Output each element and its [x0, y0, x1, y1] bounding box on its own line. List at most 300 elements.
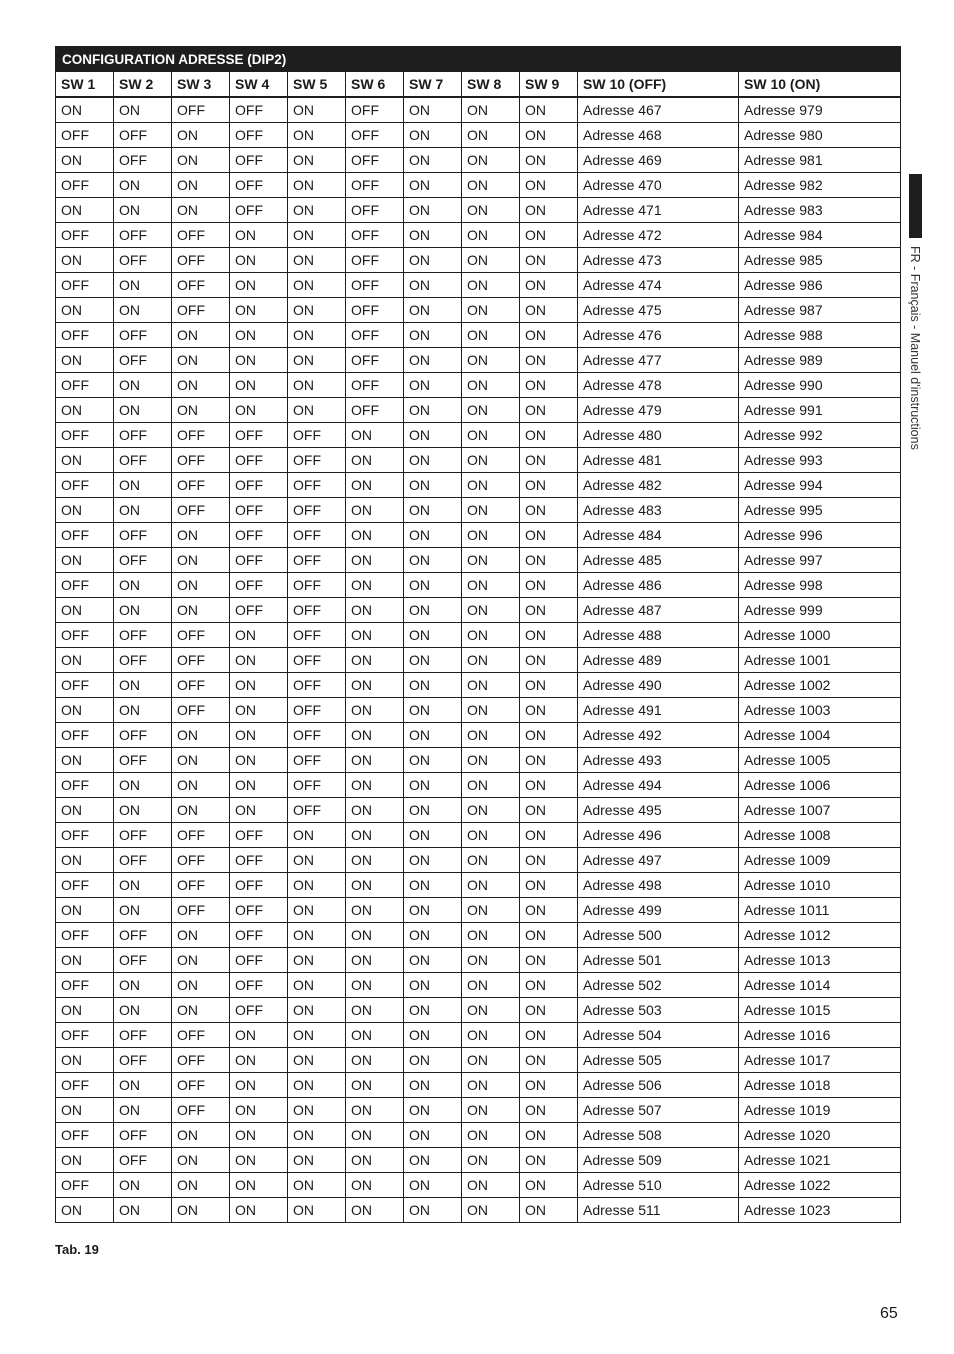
switch-state-cell: ON [462, 773, 520, 798]
address-cell: Adresse 987 [739, 298, 901, 323]
column-header: SW 10 (OFF) [578, 72, 739, 98]
switch-state-cell: ON [230, 323, 288, 348]
switch-state-cell: ON [172, 998, 230, 1023]
switch-state-cell: OFF [172, 623, 230, 648]
switch-state-cell: ON [520, 473, 578, 498]
switch-state-cell: ON [288, 823, 346, 848]
page-number: 65 [880, 1305, 898, 1322]
switch-state-cell: ON [404, 423, 462, 448]
switch-state-cell: OFF [114, 523, 172, 548]
switch-state-cell: ON [172, 398, 230, 423]
switch-state-cell: OFF [346, 398, 404, 423]
switch-state-cell: OFF [56, 123, 114, 148]
switch-state-cell: ON [56, 1048, 114, 1073]
switch-state-cell: ON [404, 748, 462, 773]
table-caption: Tab. 19 [55, 1242, 99, 1257]
address-cell: Adresse 477 [578, 348, 739, 373]
switch-state-cell: ON [56, 548, 114, 573]
switch-state-cell: OFF [56, 523, 114, 548]
address-cell: Adresse 507 [578, 1098, 739, 1123]
switch-state-cell: ON [114, 198, 172, 223]
address-cell: Adresse 981 [739, 148, 901, 173]
switch-state-cell: OFF [288, 598, 346, 623]
switch-state-cell: ON [404, 848, 462, 873]
switch-state-cell: ON [230, 1023, 288, 1048]
switch-state-cell: ON [404, 373, 462, 398]
switch-state-cell: ON [520, 648, 578, 673]
table-row [56, 498, 901, 523]
address-cell: Adresse 483 [578, 498, 739, 523]
switch-state-cell: ON [172, 948, 230, 973]
dip-address-table [55, 46, 901, 1223]
switch-state-cell: ON [346, 423, 404, 448]
switch-state-cell: ON [520, 798, 578, 823]
switch-state-cell: ON [462, 898, 520, 923]
address-cell: Adresse 1011 [739, 898, 901, 923]
switch-state-cell: ON [346, 723, 404, 748]
switch-state-cell: OFF [114, 748, 172, 773]
switch-state-cell: ON [520, 248, 578, 273]
table-row [56, 798, 901, 823]
switch-state-cell: ON [462, 873, 520, 898]
switch-state-cell: ON [462, 223, 520, 248]
address-cell: Adresse 1007 [739, 798, 901, 823]
address-cell: Adresse 502 [578, 973, 739, 998]
switch-state-cell: ON [346, 473, 404, 498]
switch-state-cell: ON [462, 723, 520, 748]
switch-state-cell: OFF [114, 623, 172, 648]
table-row [56, 548, 901, 573]
switch-state-cell: ON [56, 648, 114, 673]
table-row [56, 623, 901, 648]
switch-state-cell: ON [404, 723, 462, 748]
address-cell: Adresse 1015 [739, 998, 901, 1023]
address-cell: Adresse 500 [578, 923, 739, 948]
switch-state-cell: OFF [230, 848, 288, 873]
table-row [56, 1098, 901, 1123]
table-row [56, 348, 901, 373]
switch-state-cell: OFF [114, 723, 172, 748]
switch-state-cell: ON [230, 773, 288, 798]
switch-state-cell: ON [462, 923, 520, 948]
switch-state-cell: ON [56, 1098, 114, 1123]
switch-state-cell: ON [172, 723, 230, 748]
switch-state-cell: ON [230, 398, 288, 423]
switch-state-cell: ON [172, 1123, 230, 1148]
switch-state-cell: OFF [346, 148, 404, 173]
switch-state-cell: ON [520, 873, 578, 898]
address-cell: Adresse 999 [739, 598, 901, 623]
address-cell: Adresse 989 [739, 348, 901, 373]
switch-state-cell: ON [288, 923, 346, 948]
column-header: SW 1 [56, 72, 114, 98]
switch-state-cell: OFF [346, 173, 404, 198]
switch-state-cell: ON [404, 198, 462, 223]
switch-state-cell: ON [288, 273, 346, 298]
switch-state-cell: ON [288, 848, 346, 873]
address-cell: Adresse 1006 [739, 773, 901, 798]
switch-state-cell: ON [404, 773, 462, 798]
switch-state-cell: ON [172, 173, 230, 198]
switch-state-cell: ON [172, 373, 230, 398]
switch-state-cell: OFF [346, 373, 404, 398]
address-cell: Adresse 491 [578, 698, 739, 723]
switch-state-cell: ON [114, 973, 172, 998]
switch-state-cell: ON [56, 698, 114, 723]
switch-state-cell: ON [56, 748, 114, 773]
switch-state-cell: ON [520, 123, 578, 148]
switch-state-cell: OFF [172, 498, 230, 523]
switch-state-cell: OFF [172, 648, 230, 673]
switch-state-cell: ON [288, 948, 346, 973]
switch-state-cell: ON [114, 573, 172, 598]
switch-state-cell: OFF [230, 173, 288, 198]
switch-state-cell: OFF [114, 1048, 172, 1073]
address-cell: Adresse 488 [578, 623, 739, 648]
switch-state-cell: OFF [56, 173, 114, 198]
switch-state-cell: OFF [56, 873, 114, 898]
address-cell: Adresse 992 [739, 423, 901, 448]
switch-state-cell: ON [56, 598, 114, 623]
switch-state-cell: ON [230, 698, 288, 723]
table-row [56, 948, 901, 973]
switch-state-cell: ON [172, 1148, 230, 1173]
switch-state-cell: ON [172, 198, 230, 223]
switch-state-cell: ON [56, 298, 114, 323]
switch-state-cell: ON [520, 898, 578, 923]
switch-state-cell: OFF [114, 1023, 172, 1048]
switch-state-cell: ON [404, 1098, 462, 1123]
switch-state-cell: ON [230, 348, 288, 373]
switch-state-cell: OFF [230, 923, 288, 948]
switch-state-cell: ON [462, 823, 520, 848]
switch-state-cell: ON [462, 673, 520, 698]
switch-state-cell: ON [230, 798, 288, 823]
table-row [56, 248, 901, 273]
switch-state-cell: ON [462, 1098, 520, 1123]
column-header: SW 7 [404, 72, 462, 98]
address-cell: Adresse 470 [578, 173, 739, 198]
switch-state-cell: ON [230, 1148, 288, 1173]
switch-state-cell: ON [462, 148, 520, 173]
switch-state-cell: OFF [288, 423, 346, 448]
switch-state-cell: OFF [288, 448, 346, 473]
switch-state-cell: ON [462, 998, 520, 1023]
switch-state-cell: OFF [114, 323, 172, 348]
table-row [56, 698, 901, 723]
address-cell: Adresse 1012 [739, 923, 901, 948]
switch-state-cell: ON [520, 773, 578, 798]
switch-state-cell: ON [404, 1023, 462, 1048]
switch-state-cell: ON [404, 898, 462, 923]
switch-state-cell: OFF [230, 973, 288, 998]
column-header: SW 3 [172, 72, 230, 98]
table-row [56, 1023, 901, 1048]
table-row [56, 1048, 901, 1073]
switch-state-cell: ON [462, 573, 520, 598]
switch-state-cell: ON [404, 873, 462, 898]
switch-state-cell: ON [520, 1023, 578, 1048]
switch-state-cell: ON [346, 1148, 404, 1173]
switch-state-cell: ON [288, 298, 346, 323]
switch-state-cell: ON [230, 1098, 288, 1123]
address-cell: Adresse 493 [578, 748, 739, 773]
address-cell: Adresse 997 [739, 548, 901, 573]
switch-state-cell: OFF [114, 423, 172, 448]
table-row [56, 123, 901, 148]
switch-state-cell: ON [56, 348, 114, 373]
switch-state-cell: ON [56, 998, 114, 1023]
switch-state-cell: ON [288, 323, 346, 348]
switch-state-cell: ON [520, 148, 578, 173]
switch-state-cell: ON [172, 1173, 230, 1198]
switch-state-cell: ON [114, 273, 172, 298]
table-row [56, 448, 901, 473]
switch-state-cell: ON [288, 198, 346, 223]
switch-state-cell: ON [114, 398, 172, 423]
address-cell: Adresse 505 [578, 1048, 739, 1073]
switch-state-cell: ON [404, 1198, 462, 1223]
switch-state-cell: ON [520, 223, 578, 248]
switch-state-cell: ON [288, 348, 346, 373]
switch-state-cell: ON [172, 348, 230, 373]
column-header: SW 6 [346, 72, 404, 98]
switch-state-cell: ON [462, 248, 520, 273]
switch-state-cell: ON [462, 473, 520, 498]
address-cell: Adresse 1003 [739, 698, 901, 723]
switch-state-cell: ON [114, 598, 172, 623]
switch-state-cell: OFF [346, 248, 404, 273]
switch-state-cell: ON [288, 1148, 346, 1173]
address-cell: Adresse 1010 [739, 873, 901, 898]
switch-state-cell: OFF [114, 448, 172, 473]
switch-state-cell: ON [346, 1123, 404, 1148]
switch-state-cell: ON [462, 1073, 520, 1098]
switch-state-cell: ON [230, 1073, 288, 1098]
address-cell: Adresse 1019 [739, 1098, 901, 1123]
switch-state-cell: ON [520, 998, 578, 1023]
table-row [56, 773, 901, 798]
switch-state-cell: ON [520, 598, 578, 623]
table-row [56, 598, 901, 623]
switch-state-cell: OFF [56, 623, 114, 648]
switch-state-cell: ON [346, 1048, 404, 1073]
switch-state-cell: ON [520, 548, 578, 573]
table-row [56, 223, 901, 248]
switch-state-cell: OFF [230, 97, 288, 123]
switch-state-cell: OFF [172, 473, 230, 498]
table-row [56, 723, 901, 748]
address-cell: Adresse 993 [739, 448, 901, 473]
switch-state-cell: OFF [172, 448, 230, 473]
switch-state-cell: ON [288, 1198, 346, 1223]
switch-state-cell: ON [520, 623, 578, 648]
table-row [56, 373, 901, 398]
switch-state-cell: ON [404, 923, 462, 948]
switch-state-cell: ON [230, 298, 288, 323]
switch-state-cell: ON [172, 548, 230, 573]
switch-state-cell: OFF [172, 848, 230, 873]
switch-state-cell: ON [346, 648, 404, 673]
switch-state-cell: ON [404, 498, 462, 523]
switch-state-cell: ON [520, 373, 578, 398]
switch-state-cell: ON [288, 398, 346, 423]
address-cell: Adresse 991 [739, 398, 901, 423]
switch-state-cell: ON [56, 498, 114, 523]
column-header: SW 10 (ON) [739, 72, 901, 98]
side-tab-marker [909, 174, 922, 238]
address-cell: Adresse 1018 [739, 1073, 901, 1098]
table-row [56, 998, 901, 1023]
address-cell: Adresse 979 [739, 97, 901, 123]
switch-state-cell: ON [404, 998, 462, 1023]
switch-state-cell: OFF [114, 248, 172, 273]
address-cell: Adresse 996 [739, 523, 901, 548]
switch-state-cell: OFF [56, 1173, 114, 1198]
switch-state-cell: ON [230, 673, 288, 698]
switch-state-cell: ON [404, 223, 462, 248]
address-cell: Adresse 988 [739, 323, 901, 348]
address-cell: Adresse 468 [578, 123, 739, 148]
address-cell: Adresse 1017 [739, 1048, 901, 1073]
switch-state-cell: ON [230, 623, 288, 648]
switch-state-cell: ON [520, 323, 578, 348]
switch-state-cell: ON [288, 1173, 346, 1198]
switch-state-cell: ON [520, 698, 578, 723]
switch-state-cell: ON [520, 723, 578, 748]
switch-state-cell: ON [172, 598, 230, 623]
switch-state-cell: ON [114, 97, 172, 123]
switch-state-cell: OFF [288, 573, 346, 598]
dip-address-table-container [55, 46, 900, 1223]
switch-state-cell: ON [230, 373, 288, 398]
switch-state-cell: ON [56, 1198, 114, 1223]
switch-state-cell: OFF [172, 423, 230, 448]
address-cell: Adresse 982 [739, 173, 901, 198]
switch-state-cell: ON [56, 898, 114, 923]
switch-state-cell: ON [520, 673, 578, 698]
switch-state-cell: ON [462, 1023, 520, 1048]
switch-state-cell: ON [56, 97, 114, 123]
switch-state-cell: OFF [172, 298, 230, 323]
switch-state-cell: ON [288, 898, 346, 923]
switch-state-cell: ON [114, 898, 172, 923]
switch-state-cell: ON [404, 948, 462, 973]
switch-state-cell: ON [172, 748, 230, 773]
table-row [56, 523, 901, 548]
switch-state-cell: ON [288, 248, 346, 273]
table-row [56, 1198, 901, 1223]
switch-state-cell: ON [462, 373, 520, 398]
address-cell: Adresse 498 [578, 873, 739, 898]
switch-state-cell: ON [288, 1073, 346, 1098]
switch-state-cell: OFF [172, 97, 230, 123]
switch-state-cell: ON [462, 973, 520, 998]
switch-state-cell: OFF [114, 923, 172, 948]
address-cell: Adresse 509 [578, 1148, 739, 1173]
switch-state-cell: ON [520, 1173, 578, 1198]
address-cell: Adresse 489 [578, 648, 739, 673]
switch-state-cell: ON [462, 698, 520, 723]
switch-state-cell: ON [346, 1073, 404, 1098]
switch-state-cell: ON [172, 923, 230, 948]
table-row [56, 873, 901, 898]
address-cell: Adresse 499 [578, 898, 739, 923]
table-row [56, 97, 901, 123]
switch-state-cell: ON [114, 1098, 172, 1123]
switch-state-cell: ON [462, 448, 520, 473]
switch-state-cell: ON [404, 648, 462, 673]
table-row [56, 1123, 901, 1148]
address-cell: Adresse 998 [739, 573, 901, 598]
switch-state-cell: OFF [230, 898, 288, 923]
switch-state-cell: ON [462, 298, 520, 323]
table-row [56, 148, 901, 173]
switch-state-cell: ON [404, 123, 462, 148]
switch-state-cell: ON [346, 623, 404, 648]
switch-state-cell: ON [520, 1148, 578, 1173]
switch-state-cell: OFF [288, 723, 346, 748]
switch-state-cell: ON [404, 1173, 462, 1198]
table-header-row [56, 72, 901, 98]
switch-state-cell: ON [346, 798, 404, 823]
switch-state-cell: OFF [230, 523, 288, 548]
switch-state-cell: ON [462, 173, 520, 198]
switch-state-cell: OFF [56, 223, 114, 248]
switch-state-cell: ON [520, 1098, 578, 1123]
address-cell: Adresse 495 [578, 798, 739, 823]
switch-state-cell: ON [172, 573, 230, 598]
address-cell: Adresse 1014 [739, 973, 901, 998]
switch-state-cell: ON [56, 1148, 114, 1173]
switch-state-cell: OFF [114, 548, 172, 573]
table-row [56, 423, 901, 448]
switch-state-cell: ON [462, 523, 520, 548]
switch-state-cell: ON [520, 923, 578, 948]
switch-state-cell: ON [288, 998, 346, 1023]
switch-state-cell: ON [520, 448, 578, 473]
switch-state-cell: ON [404, 1073, 462, 1098]
switch-state-cell: OFF [230, 198, 288, 223]
switch-state-cell: OFF [56, 573, 114, 598]
switch-state-cell: ON [346, 573, 404, 598]
switch-state-cell: OFF [172, 1073, 230, 1098]
switch-state-cell: OFF [346, 123, 404, 148]
switch-state-cell: ON [404, 548, 462, 573]
switch-state-cell: OFF [288, 698, 346, 723]
switch-state-cell: ON [404, 448, 462, 473]
address-cell: Adresse 1004 [739, 723, 901, 748]
address-cell: Adresse 482 [578, 473, 739, 498]
switch-state-cell: OFF [346, 298, 404, 323]
address-cell: Adresse 467 [578, 97, 739, 123]
switch-state-cell: ON [404, 323, 462, 348]
switch-state-cell: ON [462, 123, 520, 148]
switch-state-cell: ON [114, 473, 172, 498]
switch-state-cell: ON [114, 373, 172, 398]
table-row [56, 573, 901, 598]
switch-state-cell: ON [230, 648, 288, 673]
switch-state-cell: OFF [114, 1123, 172, 1148]
switch-state-cell: ON [288, 1123, 346, 1148]
switch-state-cell: ON [462, 748, 520, 773]
address-cell: Adresse 510 [578, 1173, 739, 1198]
switch-state-cell: ON [520, 173, 578, 198]
address-cell: Adresse 486 [578, 573, 739, 598]
column-header: SW 2 [114, 72, 172, 98]
switch-state-cell: OFF [230, 598, 288, 623]
address-cell: Adresse 496 [578, 823, 739, 848]
